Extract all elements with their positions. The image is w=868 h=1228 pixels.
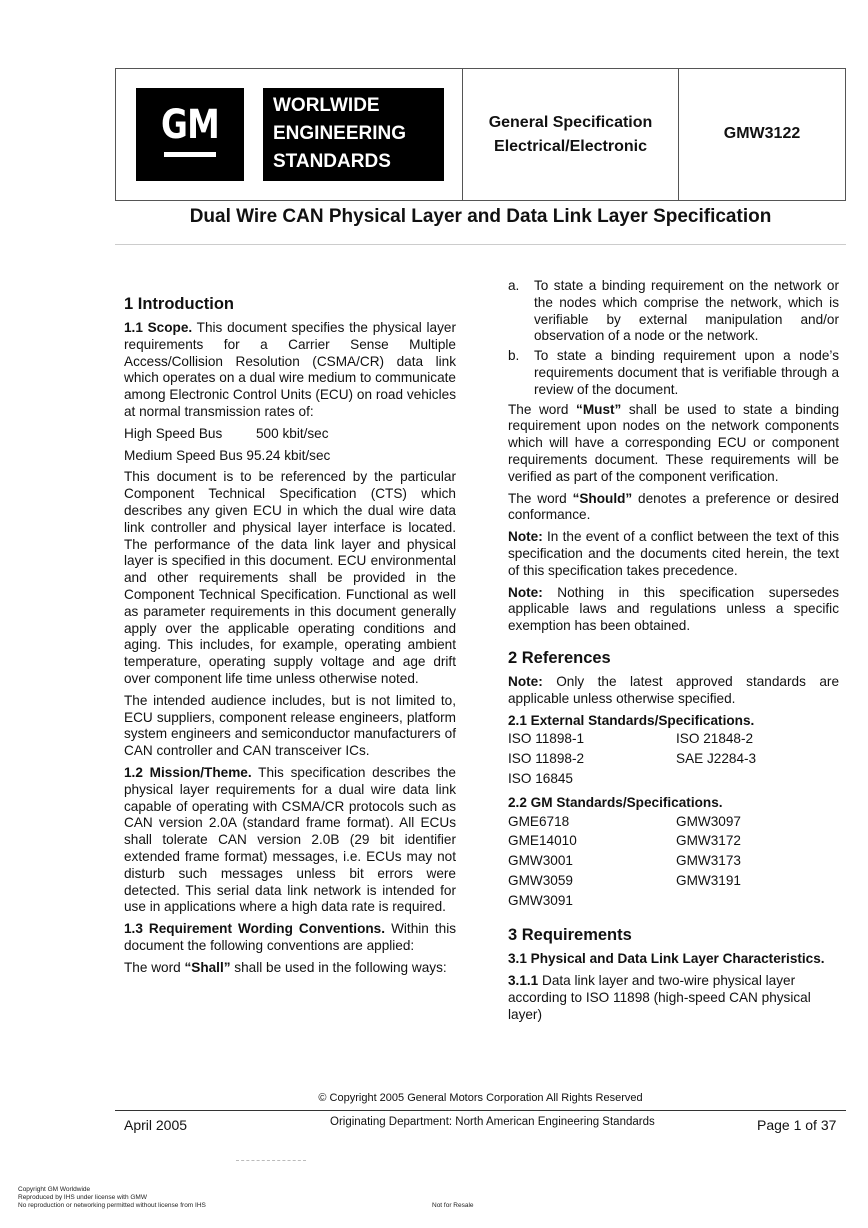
section-heading: 3 Requirements xyxy=(508,925,632,944)
speed-row xyxy=(124,426,456,443)
doc-number: GMW3122 xyxy=(723,125,801,142)
org-line: WORLWIDE xyxy=(273,95,380,116)
note-label: Note: xyxy=(508,673,543,689)
shall-post: shall be used in the following ways: xyxy=(230,959,447,975)
list-marker: a. xyxy=(508,278,520,293)
speed-row xyxy=(124,448,456,465)
footer-department: Originating Department: North American Engineering Standards xyxy=(330,1116,655,1128)
mission-text: This specification describes the physical layer requirements for a dual wire data link capable of operating with CSMA/CR protocols such as CAN version 2.0A (standard frame format). All ECUs shall tolerate CAN version 2.0B (29 bit identifier extended frame format) messages, i.e. ECUs may not disturb such messages unless bit errors were detected. This serial data link network is intended for use in applications where a high data rate is required. xyxy=(124,764,456,915)
scope-text: This document specifies the physical layer requirements for a Carrier Sense Multiple Access/Collision Resolution (CSMA/CR) data link which operates on a dual wire medium to communicate among Electronic Control Units (ECU) on road vehicles at normal transmission rates of: xyxy=(124,320,457,419)
gm-logo-text: GM xyxy=(161,102,219,148)
note-label: Note: xyxy=(508,584,543,600)
gm-logo-bar xyxy=(164,152,216,157)
org-block xyxy=(263,88,444,181)
faint-mark xyxy=(236,1160,306,1161)
shall-word: “Shall” xyxy=(184,959,231,975)
subsection-heading: 2.1 External Standards/Specifications. xyxy=(508,712,755,728)
org-line: STANDARDS xyxy=(273,151,391,172)
wording-label: 1.3 Requirement Wording Conventions. xyxy=(124,921,386,937)
copyright-line: © Copyright 2005 General Motors Corporation All Rights Reserved xyxy=(318,1092,643,1104)
right-column xyxy=(508,278,839,1029)
not-for-resale: Not for Resale xyxy=(432,1202,474,1209)
must-word: “Must” xyxy=(576,401,622,417)
license-line: No reproduction or networking permitted without license from IHS xyxy=(18,1202,206,1209)
footer-date: April 2005 xyxy=(124,1117,188,1133)
license-line: Reproduced by IHS under license with GMW xyxy=(18,1194,147,1201)
subsection-heading: 2.2 GM Standards/Specifications. xyxy=(508,794,723,810)
title-rule xyxy=(115,244,846,245)
document-title: Dual Wire CAN Physical Layer and Data Link Layer Specification xyxy=(189,206,772,227)
should-pre: The word xyxy=(508,490,573,506)
list-text: To state a binding requirement on the network or the nodes which comprise the network, which is verifiable by external manipulation and/or observation of a node or the network. xyxy=(534,278,839,344)
cts-paragraph: This document is to be referenced by the particular Component Technical Specification (CTS) which describes any given ECU in which the dual wire data link controller and physical layer interface is located. The performance of the data link layer and physical layer is specified in this document. ECU environmental and other requirements shall be provided in the Component Technical Specification. Functional as well as parameter requirements in this document generally apply over the applicable operating conditions and aging. This includes, for example, operating ambient temperature, operating supply voltage and age drift over component life time unless otherwise noted. xyxy=(124,469,456,686)
note-paragraph xyxy=(508,529,839,579)
standard-item: GME6718 xyxy=(508,813,570,829)
shall-paragraph xyxy=(124,960,456,977)
spacer xyxy=(508,917,839,925)
standard-item: ISO 21848-2 xyxy=(676,731,754,747)
mission-label: 1.2 Mission/Theme. xyxy=(124,764,252,780)
speed-rate: 95.24 kbit/sec xyxy=(246,447,331,463)
standard-item: GMW3173 xyxy=(676,853,741,869)
should-word: “Should” xyxy=(572,490,633,506)
section-heading: 2 References xyxy=(508,648,611,667)
standard-item: GMW3091 xyxy=(508,892,573,908)
scope-paragraph xyxy=(124,320,456,421)
note-label: Note: xyxy=(508,529,543,545)
license-line: Copyright GM Worldwide xyxy=(18,1186,91,1193)
spacer xyxy=(508,640,839,648)
req-paragraph xyxy=(508,973,839,1023)
standard-item: ISO 16845 xyxy=(508,770,573,786)
standard-item: ISO 11898-2 xyxy=(508,751,585,767)
footer-page-number: Page 1 of 37 xyxy=(757,1117,837,1133)
wording-paragraph xyxy=(124,921,456,955)
gm-logo xyxy=(136,88,244,181)
standard-item: GMW3097 xyxy=(676,813,741,829)
note-text: Only the latest approved standards are applicable unless otherwise specified. xyxy=(508,673,839,706)
req-text: Data link layer and two-wire physical layer according to ISO 11898 (high-speed CAN physical layer) xyxy=(508,973,811,1022)
speed-name: Medium Speed Bus xyxy=(124,447,243,463)
mission-paragraph xyxy=(124,765,456,916)
must-post: shall be used to state a binding requirement upon nodes on the network components which will have a corresponding ECU or component requirements document. These requirements will be verified as part of the component verification. xyxy=(508,401,839,484)
spec-line: Electrical/Electronic xyxy=(494,138,647,155)
standard-item: SAE J2284-3 xyxy=(676,751,757,767)
header-box xyxy=(115,68,846,201)
left-column xyxy=(124,294,456,981)
spec-line: General Specification xyxy=(488,114,653,131)
should-post: denotes a preference or desired conformance. xyxy=(508,490,839,523)
note-text: Nothing in this specification supersedes applicable laws and regulations unless a specific exemption has been obtained. xyxy=(508,584,839,634)
note-paragraph xyxy=(508,585,839,635)
audience-paragraph: The intended audience includes, but is not limited to, ECU suppliers, component release engineers, platform system engineers and semiconductor manufacturers of CAN controller and CAN transceiver ICs. xyxy=(124,692,456,759)
standard-item: GMW3001 xyxy=(508,853,573,869)
must-pre: The word xyxy=(508,401,577,417)
list-item xyxy=(508,278,839,345)
note-text: In the event of a conflict between the text of this specification and the documents cited herein, the text of this specification takes precedence. xyxy=(508,529,839,578)
speed-rate: 500 kbit/sec xyxy=(256,425,329,441)
speed-name: High Speed Bus xyxy=(124,425,223,441)
standard-item: GME14010 xyxy=(508,833,577,849)
standard-item: GMW3172 xyxy=(676,833,741,849)
license-notice xyxy=(18,1186,206,1210)
section-heading: 1 Introduction xyxy=(124,295,234,313)
org-line: ENGINEERING xyxy=(273,123,407,144)
should-paragraph xyxy=(508,491,839,525)
gm-standards-list xyxy=(508,814,839,910)
list-item xyxy=(508,348,839,398)
list-marker: b. xyxy=(508,348,520,364)
list-text: To state a binding requirement upon a node’s requirements document that is verifiable through a review of the document. xyxy=(534,348,839,397)
footer-rule xyxy=(115,1110,846,1111)
scope-label: 1.1 Scope. xyxy=(124,320,193,335)
shall-pre: The word xyxy=(124,959,185,975)
standard-item: GMW3191 xyxy=(676,872,741,888)
external-standards-list xyxy=(508,731,839,787)
subsection-heading: 3.1 Physical and Data Link Layer Characteristics. xyxy=(508,950,825,966)
note-paragraph xyxy=(508,674,839,708)
wording-text: Within this document the following conventions are applied: xyxy=(124,921,457,953)
standard-item: GMW3059 xyxy=(508,872,573,888)
standard-item: ISO 11898-1 xyxy=(508,731,585,747)
req-label: 3.1.1 xyxy=(508,973,539,989)
must-paragraph xyxy=(508,402,839,486)
spec-type xyxy=(463,111,678,159)
